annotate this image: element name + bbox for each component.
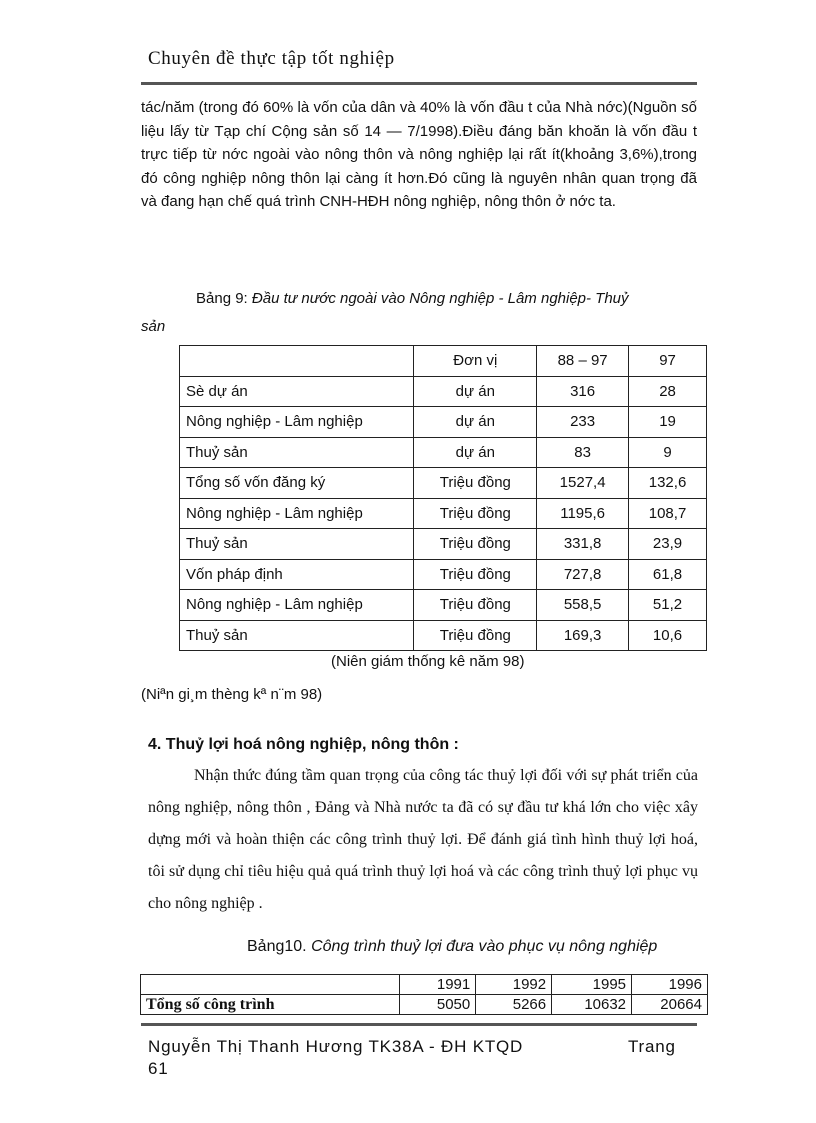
- table9-row-label: Nông nghiệp - Lâm nghiệp: [180, 498, 414, 529]
- table10-caption-title: Công trình thuỷ lợi đưa vào phục vụ nông nghiệp: [311, 938, 658, 955]
- table10-year: 1996: [632, 975, 708, 995]
- table9-value-97: 61,8: [629, 559, 707, 590]
- table9-value-88-97: 316: [537, 376, 629, 407]
- table9-source: (Niên giám thống kê năm 98): [331, 653, 525, 670]
- page-header-title: Chuyên đề thực tập tốt nghiệp: [148, 48, 395, 69]
- table10-year: 1991: [400, 975, 476, 995]
- table9-unit: Triệu đồng: [414, 529, 537, 560]
- table9-value-97: 28: [629, 376, 707, 407]
- table10-row: [141, 995, 708, 1015]
- table10-value: 5050: [400, 995, 476, 1015]
- table9-source-garbled: (Niªn gi¸m thèng kª n¨m 98): [141, 686, 323, 703]
- table9-value-88-97: 169,3: [537, 620, 629, 651]
- table9-row: [180, 376, 707, 407]
- table9-row: [180, 468, 707, 499]
- table10-value: 10632: [552, 995, 632, 1015]
- table9-value-97: 23,9: [629, 529, 707, 560]
- table9-value-88-97: 233: [537, 407, 629, 438]
- table10-header-row: [141, 975, 708, 995]
- table9-value-88-97: 1527,4: [537, 468, 629, 499]
- table9-row-label: Vốn pháp định: [180, 559, 414, 590]
- table9-row-label: Nông nghiệp - Lâm nghiệp: [180, 407, 414, 438]
- table9-value-97: 10,6: [629, 620, 707, 651]
- table9-value-97: 51,2: [629, 590, 707, 621]
- table9-row: [180, 590, 707, 621]
- table9-column-header: 88 – 97: [537, 346, 629, 377]
- table9-column-header: 97: [629, 346, 707, 377]
- table9-row: [180, 498, 707, 529]
- table9-row-label: Nông nghiệp - Lâm nghiệp: [180, 590, 414, 621]
- table10-caption-prefix: Bảng10.: [247, 938, 307, 955]
- table10-caption: [247, 938, 657, 956]
- footer-page-label: Trang: [628, 1037, 676, 1056]
- table9-value-88-97: 331,8: [537, 529, 629, 560]
- table9-header-row: [180, 346, 707, 377]
- table9-caption-cont: sản: [141, 318, 166, 335]
- table9-unit: dự án: [414, 376, 537, 407]
- table9-caption-title: Đầu tư nước ngoài vào Nông nghiệp - Lâm nghiệp- Thuỷ: [251, 290, 629, 307]
- table9-value-97: 9: [629, 437, 707, 468]
- table9-row: [180, 407, 707, 438]
- table9-value-88-97: 83: [537, 437, 629, 468]
- page-footer: [148, 1036, 688, 1080]
- table9-corner-cell: [180, 346, 414, 377]
- footer-page-number: 61: [148, 1059, 169, 1078]
- section4-heading: 4. Thuỷ lợi hoá nông nghiệp, nông thôn :: [148, 736, 459, 753]
- table10: [140, 974, 708, 1015]
- section4-paragraph: Nhận thức đúng tầm quan trọng của công tác thuỷ lợi đối với sự phát triển của nông nghiệp, nông thôn , Đảng và Nhà nước ta đã có sự đầu tư khá lớn cho việc xây dựng mới và hoàn thiện các công trình thuỷ lợi. Để đánh giá tình hình thuỷ lợi hoá, tôi sử dụng chỉ tiêu hiệu quả quá trình thuỷ lợi hoá và các công trình thuỷ lợi phục vụ cho nông nghiệp .: [148, 767, 698, 912]
- table9-row-label: Sè dự án: [180, 376, 414, 407]
- table9-value-97: 19: [629, 407, 707, 438]
- table9-row: [180, 529, 707, 560]
- table9-caption-prefix: Bảng 9:: [196, 290, 248, 307]
- table9-row: [180, 559, 707, 590]
- table9: [179, 345, 707, 651]
- table9-row: [180, 437, 707, 468]
- table9-value-88-97: 558,5: [537, 590, 629, 621]
- footer-author: Nguyễn Thị Thanh Hương TK38A - ĐH KTQD: [148, 1037, 524, 1056]
- table9-unit: dự án: [414, 407, 537, 438]
- table10-row-label: Tổng số công trình: [141, 995, 400, 1015]
- table10-value: 5266: [476, 995, 552, 1015]
- table9-unit: Triệu đồng: [414, 620, 537, 651]
- table9-row-label: Thuỷ sản: [180, 529, 414, 560]
- intro-paragraph: tác/năm (trong đó 60% là vốn của dân và 40% là vốn đầu t của Nhà nớc)(Nguồn số liệu lấy từ Tạp chí Cộng sản số 14 — 7/1998).Điều đáng băn khoăn là vốn đầu t trực tiếp từ nớc ngoài vào nông thôn và nông nghiệp lại rất ít(khoảng 3,6%),trong đó công nghiệp nông thôn lại càng ít hơn.Đó cũng là nguyên nhân quan trọng đã và đang hạn chế quá trình CNH-HĐH nông nghiệp, nông thôn ở nớc ta.: [141, 99, 697, 210]
- table9-caption: [196, 290, 629, 307]
- table9-value-97: 132,6: [629, 468, 707, 499]
- table9-row: [180, 620, 707, 651]
- table9-unit: Triệu đồng: [414, 590, 537, 621]
- table9-column-header: Đơn vị: [414, 346, 537, 377]
- footer-divider: [141, 1023, 697, 1026]
- table9-unit: dự án: [414, 437, 537, 468]
- table9-row-label: Thuỷ sản: [180, 620, 414, 651]
- table9-unit: Triệu đồng: [414, 559, 537, 590]
- table9-row-label: Tổng số vốn đăng ký: [180, 468, 414, 499]
- table9-row-label: Thuỷ sản: [180, 437, 414, 468]
- table9-value-88-97: 1195,6: [537, 498, 629, 529]
- header-divider: [141, 82, 697, 85]
- table10-year: 1992: [476, 975, 552, 995]
- table10-corner-cell: [141, 975, 400, 995]
- table10-year: 1995: [552, 975, 632, 995]
- table10-value: 20664: [632, 995, 708, 1015]
- table9-unit: Triệu đồng: [414, 498, 537, 529]
- table9-unit: Triệu đồng: [414, 468, 537, 499]
- table9-value-88-97: 727,8: [537, 559, 629, 590]
- table9-value-97: 108,7: [629, 498, 707, 529]
